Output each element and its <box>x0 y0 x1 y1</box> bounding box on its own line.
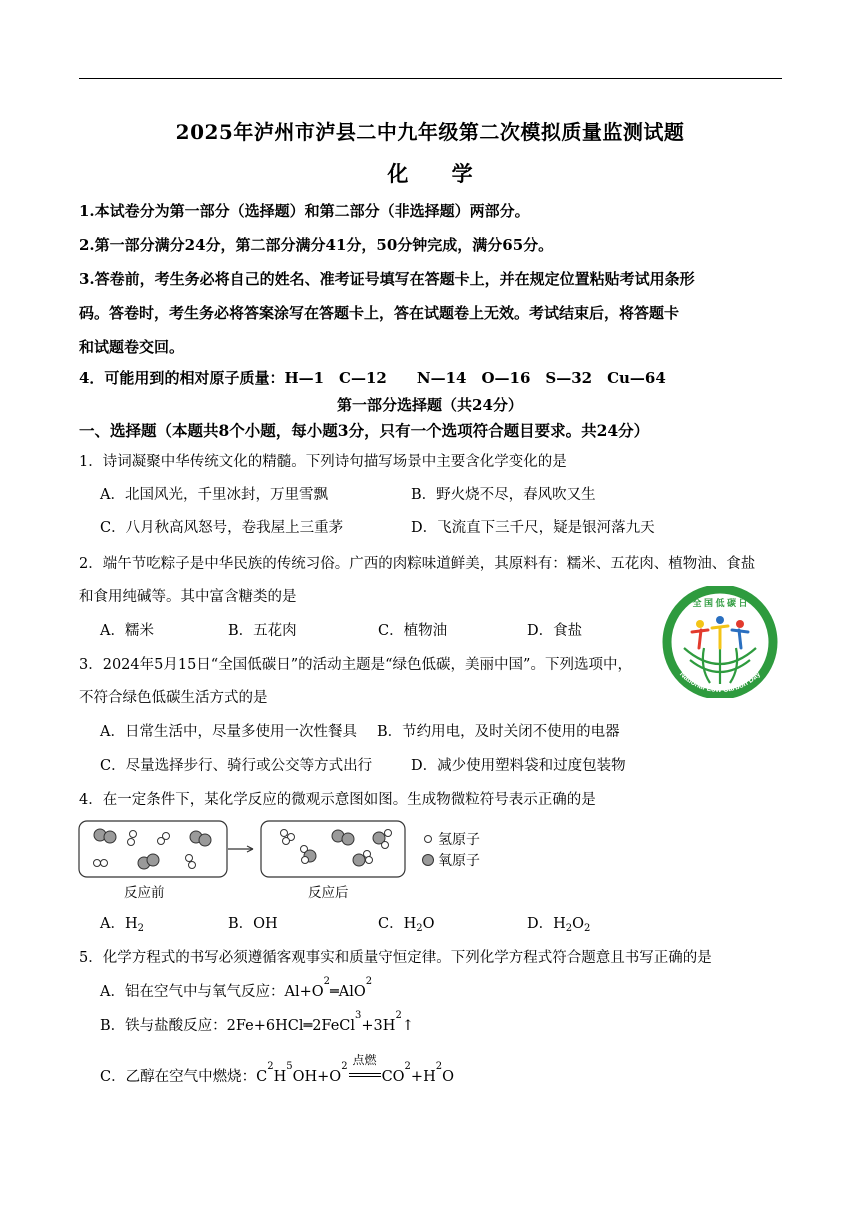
h-atom <box>189 862 196 869</box>
q1-options-row1 <box>100 485 596 505</box>
o-atom <box>199 834 211 846</box>
h-atom <box>101 860 108 867</box>
note-3-cont: 码。答卷时，考生务必将答案涂写在答题卡上，答在试题卷上无效。考试结束后，将答题卡 <box>79 304 680 322</box>
q2-options <box>100 621 582 641</box>
q1-option-a: A．北国风光，千里冰封，万里雪飘 <box>100 487 328 503</box>
h-atom <box>130 831 137 838</box>
q3-option-b: B．节约用电，及时关闭不使用的电器 <box>377 724 620 740</box>
h-atom <box>281 830 288 837</box>
o-atom <box>353 854 365 866</box>
q3-options-row2 <box>100 756 626 776</box>
h-atom <box>163 833 170 840</box>
note-2: 2.第一部分满分24分，第二部分满分41分，50分钟完成，满分65分。 <box>79 236 554 254</box>
subject-title: 化 学 <box>387 161 491 186</box>
logo-top-text: 全 国 低 碳 日 <box>692 598 748 608</box>
q1-stem: 1．诗词凝聚中华传统文化的精髓。下列诗句描写场景中主要含化学变化的是 <box>79 454 567 470</box>
note-1: 1.本试卷分为第一部分（选择题）和第二部分（非选择题）两部分。 <box>79 202 530 220</box>
q2-option-b: B．五花肉 <box>228 623 297 639</box>
logo-ring-text: National Low Carbon Day <box>677 669 763 695</box>
h-atom <box>186 855 193 862</box>
legend-o-atom-icon <box>423 855 434 866</box>
h-atom <box>283 838 290 845</box>
h-atom <box>366 857 373 864</box>
q4-option-d: D．$H_2O_2$ <box>527 916 591 934</box>
q3-option-d: D．减少使用塑料袋和过度包装物 <box>411 758 626 774</box>
q4-option-c: C．$H_2O$ <box>378 916 435 934</box>
o-atom <box>342 833 354 845</box>
q1-options-row2 <box>100 518 655 538</box>
q3-options-row1 <box>100 722 620 742</box>
q1-option-d: D．飞流直下三千尺，疑是银河落九天 <box>411 520 655 536</box>
q2-option-c: C．植物油 <box>378 623 448 639</box>
q5-option-b: B．铁与盐酸反应：2Fe+6HCl═2FeCl 3 +3H 2 ↑ <box>100 1010 414 1034</box>
q4-stem: 4．在一定条件下，某化学反应的微观示意图如图。生成物微粒符号表示正确的是 <box>79 792 596 808</box>
q3-option-c: C．尽量选择步行、骑行或公交等方式出行 <box>100 758 373 774</box>
q5-option-a: A．铝在空气中与氧气反应：Al+O 2 ═AlO 2 <box>100 976 373 1000</box>
q5-stem: 5．化学方程式的书写必须遵循客观事实和质量守恒定律。下列化学方程式符合题意且书写正确的是 <box>79 950 712 966</box>
caption-after: 反应后 <box>308 885 349 901</box>
legend-h-atom-icon <box>425 836 432 843</box>
q2-stem-line2: 和食用纯碱等。其中富含糖类的是 <box>79 589 297 605</box>
header-rule <box>79 78 782 79</box>
q2-stem-line1: 2．端午节吃粽子是中华民族的传统习俗。广西的肉粽味道鲜美，其原料有：糯米、五花肉、植物油、食盐 <box>79 556 756 572</box>
o-atom <box>104 831 116 843</box>
h-atom <box>94 860 101 867</box>
h-atom <box>128 839 135 846</box>
q3-stem-line1: 3．2024年5月15日“全国低碳日”的活动主题是“绿色低碳，美丽中国”。下列选项中， <box>79 657 632 673</box>
legend-h-label: 氢原子 <box>438 832 480 848</box>
q2-option-a: A．糯米 <box>100 623 154 639</box>
q4-option-b: B．OH <box>228 916 278 932</box>
h-atom <box>382 842 389 849</box>
h-atom <box>385 830 392 837</box>
o-atom <box>147 854 159 866</box>
reaction-diagram <box>78 820 498 904</box>
legend-o-label: 氧原子 <box>438 853 480 869</box>
note-3-end: 和试题卷交回。 <box>79 338 185 356</box>
q4-options <box>100 914 590 934</box>
people-icon <box>692 616 748 648</box>
caption-before: 反应前 <box>124 885 165 901</box>
part1-title: 第一部分选择题（共24分） <box>337 396 523 414</box>
page-title: 2025年泸州市泸县二中九年级第二次模拟质量监测试题 <box>175 120 685 144</box>
section1-title: 一、选择题（本题共8个小题，每小题3分，只有一个选项符合题目要求。共24分） <box>79 421 650 440</box>
note-4: 4．可能用到的相对原子质量：H—1 C—12 N—14 O—16 S—32 Cu—64 <box>79 369 666 387</box>
q5-option-c: C．乙醇在空气中燃烧：C 2 H 5 OH+O 2 点燃 CO 2 +H 2 O <box>100 1053 454 1085</box>
q1-option-b: B．野火烧不尽，春风吹又生 <box>411 487 596 503</box>
note-3: 3.答卷前，考生务必将自己的姓名、准考证号填写在答题卡上，并在规定位置粘贴考试用条形 <box>79 270 695 288</box>
low-carbon-day-logo <box>654 586 786 698</box>
q3-option-a: A．日常生活中，尽量多使用一次性餐具 <box>100 724 357 740</box>
q4-option-a: A．$H_2$ <box>100 916 144 934</box>
condition-equals-sign: 点燃 <box>349 1067 381 1087</box>
q1-option-c: C．八月秋高风怒号，卷我屋上三重茅 <box>100 520 344 536</box>
h-atom <box>302 857 309 864</box>
q3-stem-line2: 不符合绿色低碳生活方式的是 <box>79 690 268 706</box>
q2-option-d: D．食盐 <box>527 623 583 639</box>
